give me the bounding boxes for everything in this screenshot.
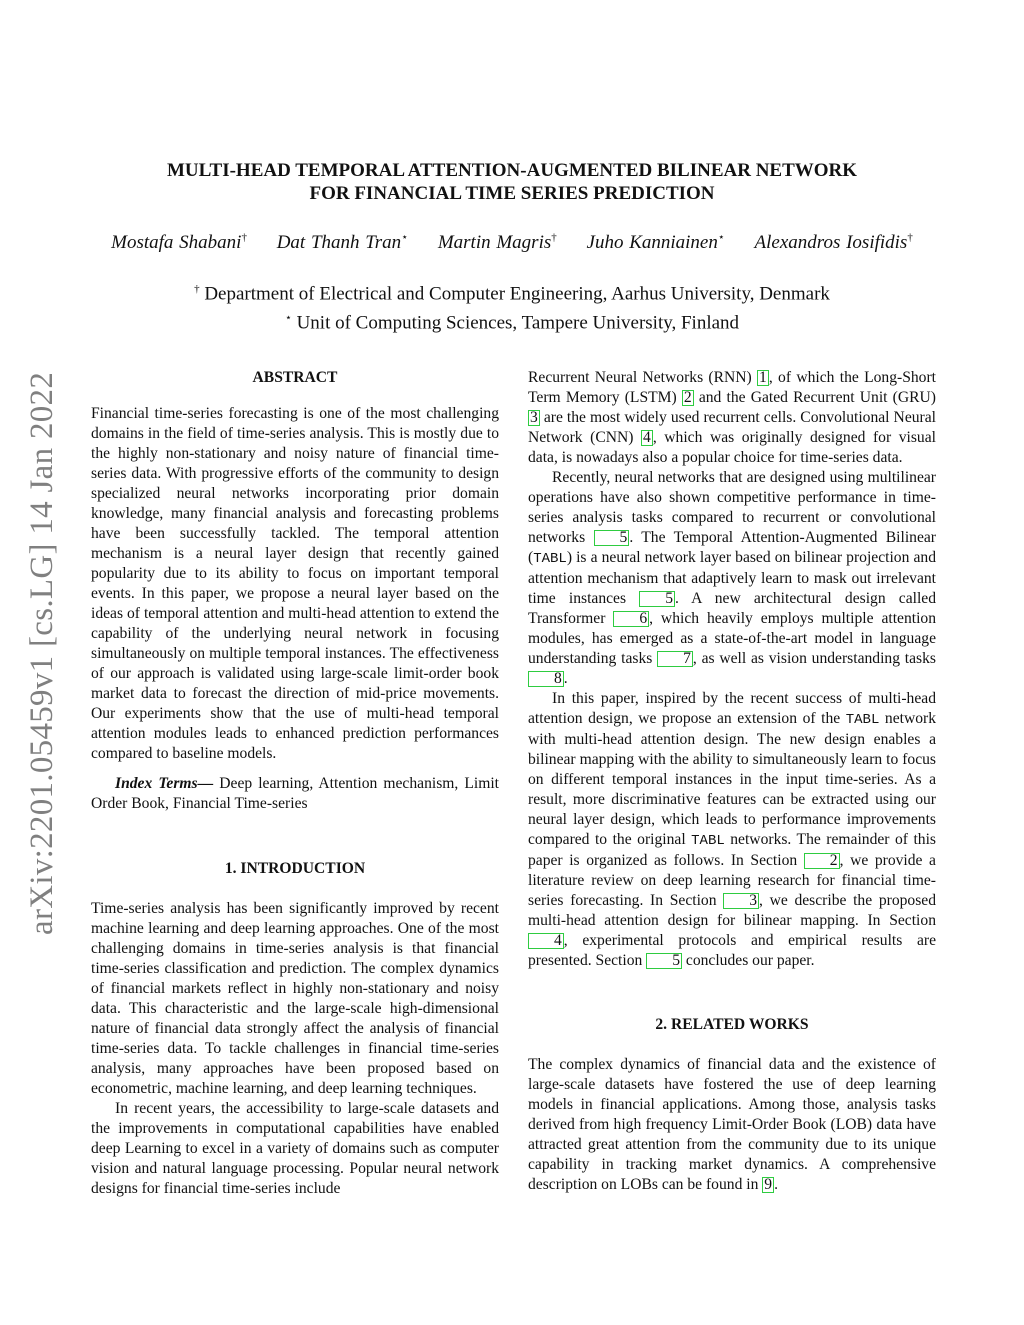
text-run: , which was originally designed for visual data, is nowadays also a popular choice for time-series data.	[528, 429, 936, 466]
citation-link[interactable]: 6	[613, 611, 649, 627]
citation-link[interactable]: 5	[594, 530, 630, 546]
text-run: .	[563, 670, 568, 687]
text-run: are the most widely used recurrent cells. Convolutional Neural Network (CNN)	[528, 409, 936, 446]
affiliations	[0, 277, 1024, 336]
text-run: network with multi-head attention design. The new design enables a bilinear mapping with the ability to simultaneously learn to focus on different temporal instances in the input time-series. As a result, more discriminative features can be extracted using our neural layer design, which leads to performance improvements compared to the original	[528, 710, 937, 848]
abstract-heading: ABSTRACT	[252, 369, 338, 386]
author-mark: ⋆	[401, 232, 409, 244]
arxiv-side-label: arXiv:2201.05459v1 [cs.LG] 14 Jan 2022	[24, 371, 60, 935]
citation-link[interactable]: 5	[639, 591, 675, 607]
text-run: The complex dynamics of financial data and the existence of large-scale datasets have fostered the use of deep learning models in financial applications. Among those, analysis tasks derived from high frequency Limit-Order Book (LOB) data have attracted great attention from the community due to its unique capability in tracking market dynamics. A comprehensive description on LOBs can be found in	[528, 1056, 936, 1193]
text-run: Time-series analysis has been significantly improved by recent machine learning and deep learning approaches. One of the most challenging domains in time-series analysis is that financial time-series classification and prediction. The complex dynamics of financial markets reflect in highly non-stationary and noisy data. This characteristic and the large-scale high-dimensional nature of financial data strongly affect the analysis of financial time-series data. To tackle challenges in financial time-series analysis, many approaches have been proposed based on econometric, machine learning, and deep learning techniques.	[91, 900, 499, 1097]
code-term: TABL	[691, 833, 725, 849]
paragraph	[528, 1055, 936, 1195]
text-run: .	[774, 1176, 778, 1193]
affiliation-text: Department of Electrical and Computer Engineering, Aarhus University, Denmark	[204, 283, 830, 305]
related-works-body	[528, 1055, 936, 1195]
affiliation	[0, 277, 1024, 306]
author-mark: †	[241, 232, 247, 244]
citation-link[interactable]: 1	[759, 369, 767, 386]
code-term: TABL	[533, 551, 567, 567]
author-mark: †	[907, 232, 913, 244]
text-run: , which heavily employs multiple attention modules, has emerged as a state-of-the-art model in language understanding tasks	[528, 610, 937, 667]
title-line-1: MULTI-HEAD TEMPORAL ATTENTION-AUGMENTED BILINEAR NETWORK	[166, 160, 858, 181]
text-run: . The Temporal Attention-Augmented Bilinear (	[528, 529, 936, 566]
left-column	[91, 368, 499, 1199]
author-list	[0, 231, 1024, 254]
right-column	[528, 368, 936, 1195]
paragraph	[528, 468, 936, 689]
text-run: In recent years, the accessibility to large-scale datasets and the improvements in computational capabilities have enabled deep Learning to excel in a variety of domains such as computer vision and natural language processing. Popular neural network designs for financial time-series include	[91, 1100, 499, 1197]
text-run: networks. The remainder of this paper is organized as follows. In Section	[528, 831, 936, 869]
author-mark: ⋆	[717, 232, 725, 244]
index-terms	[91, 774, 499, 814]
author-name: Dat Thanh Tran	[276, 232, 402, 254]
citation-link[interactable]: 4	[528, 933, 564, 949]
text-run: ) is a neural network layer based on bilinear projection and attention mechanism that adaptively learn to mask out irrelevant time instances	[528, 549, 936, 607]
author	[277, 232, 408, 253]
citation-link[interactable]: 9	[764, 1176, 773, 1193]
affiliation	[0, 306, 1024, 335]
paragraph	[528, 368, 936, 468]
author-name: Martin Magris	[437, 232, 552, 254]
text-run: , we describe the proposed multi-head attention design for bilinear mapping. In Section	[528, 892, 936, 929]
abstract-text: Financial time-series forecasting is one of the most challenging domains in the field of time-series analysis. This is mostly due to the highly non-stationary and noisy nature of financial time-series data. With progressive efforts of the community to design specialized neural networks incorporating prior domain knowledge, many financial analysis and forecasting problems have been successfully tackled. The temporal attention mechanism is a neural layer design that recently gained popularity due to its ability to focus on important temporal events. In this paper, we propose a neural layer based on the ideas of temporal attention and multi-head attention to extend the capability of the underlying neural network in focusing simultaneously on multiple temporal instances. The effectiveness of our approach is validated using large-scale limit-order book market data to forecast the direction of mid-price movements. Our experiments show that the use of multi-head temporal attention modules leads to enhanced prediction performances compared to baseline models.	[91, 405, 499, 762]
text-run: and the Gated Recurrent Unit (GRU)	[693, 389, 936, 406]
related-works-heading: 2. RELATED WORKS	[655, 1016, 809, 1033]
index-terms-text: Deep learning, Attention mechanism, Limit Order Book, Financial Time-series	[91, 775, 500, 812]
text-run: , experimental protocols and empirical results are presented. Section	[528, 932, 936, 969]
text-run: , of which the Long-Short Term Memory (LSTM)	[528, 369, 936, 406]
citation-link[interactable]: 3	[530, 409, 538, 426]
author-name: Juho Kanniainen	[586, 232, 718, 254]
index-terms-label: Index Terms—	[115, 775, 214, 792]
affiliation-mark: †	[194, 283, 200, 295]
paragraph	[91, 899, 499, 1099]
author	[755, 232, 913, 253]
text-run: Recently, neural networks that are designed using multilinear operations have also shown competitive performance in time-series analysis tasks compared to recurrent or convolutional networks	[528, 469, 936, 546]
author-name: Alexandros Iosifidis	[754, 232, 908, 254]
text-run: , we provide a literature review on deep learning research for financial time-series forecasting. In Section	[528, 852, 936, 909]
code-term: TABL	[845, 712, 880, 728]
author	[438, 232, 557, 253]
author	[587, 232, 725, 253]
text-run: . A new architectural design called Transformer	[528, 590, 937, 627]
citation-link[interactable]: 7	[657, 651, 693, 667]
introduction-heading: 1. INTRODUCTION	[224, 860, 366, 877]
introduction-continued	[528, 368, 936, 971]
paragraph	[91, 1099, 499, 1199]
citation-link[interactable]: 2	[683, 389, 692, 406]
citation-link[interactable]: 4	[643, 429, 651, 446]
text-run: , as well as vision understanding tasks	[692, 650, 936, 667]
author-mark: †	[551, 232, 557, 244]
citation-link[interactable]: 2	[804, 853, 840, 869]
text-run: concludes our paper.	[682, 952, 815, 969]
title-line-2: FOR FINANCIAL TIME SERIES PREDICTION	[309, 183, 715, 204]
citation-link[interactable]: 5	[646, 953, 682, 969]
affiliation-mark: ⋆	[284, 312, 292, 325]
text-run: Recurrent Neural Networks (RNN)	[528, 369, 758, 386]
text-run: In this paper, inspired by the recent success of multi-head attention design, we propose an extension of the	[528, 690, 936, 727]
affiliation-text: Unit of Computing Sciences, Tampere University, Finland	[296, 312, 740, 334]
paper-title	[0, 159, 1024, 205]
citation-link[interactable]: 8	[528, 671, 564, 687]
author	[111, 232, 247, 253]
author-name: Mostafa Shabani	[111, 232, 242, 254]
citation-link[interactable]: 3	[723, 893, 759, 909]
paragraph	[528, 689, 936, 971]
introduction-body	[91, 899, 499, 1199]
